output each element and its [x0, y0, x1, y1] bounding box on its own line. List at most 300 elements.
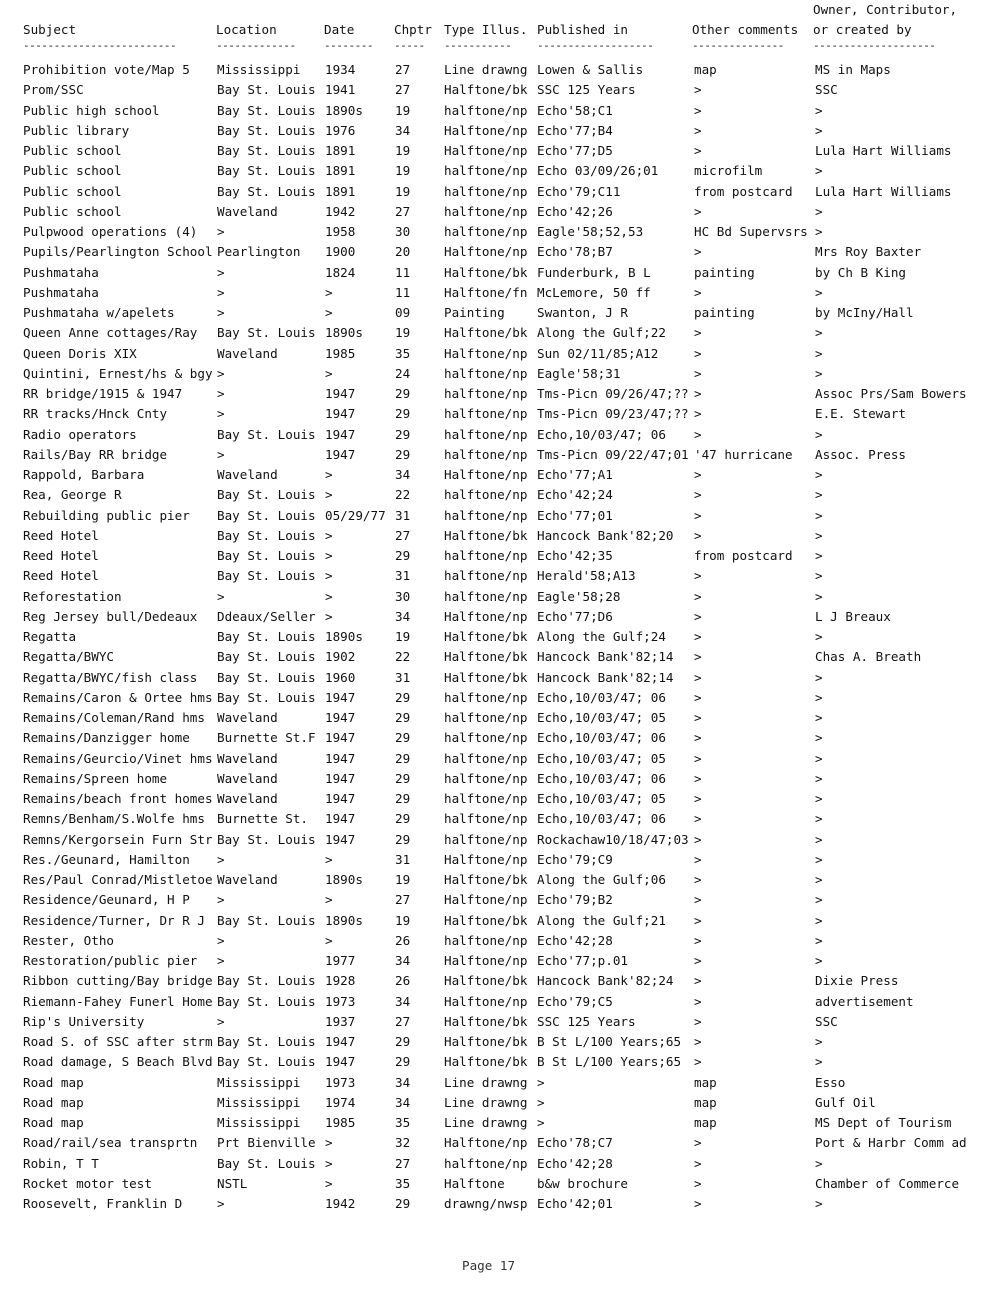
cell-subject: Pushmataha w/apelets — [23, 305, 175, 320]
cell-type-illus: halftone/np — [444, 811, 528, 827]
cell-subject: Pushmataha — [23, 284, 99, 300]
cell-other-comments: > — [694, 122, 702, 138]
cell-type-illus: Halftone/bk — [444, 325, 528, 341]
cell-location: > — [217, 1196, 225, 1211]
cell-type-illus: Halftone/bk — [444, 264, 528, 280]
cell-date: > — [325, 932, 333, 948]
cell-type-illus: halftone/np — [444, 183, 528, 199]
cell-owner: > — [815, 1196, 823, 1211]
cell-other-comments: > — [694, 568, 702, 584]
table-row — [0, 1133, 992, 1153]
cell-owner: > — [815, 224, 823, 239]
cell-subject: Queen Doris XIX — [23, 345, 137, 361]
cell-other-comments: > — [694, 730, 702, 746]
cell-chapter: 35 — [395, 1115, 411, 1130]
cell-other-comments: > — [694, 689, 702, 705]
table-row — [0, 323, 992, 343]
cell-date: > — [325, 1155, 333, 1171]
cell-other-comments: > — [694, 932, 702, 948]
cell-location: Waveland — [217, 710, 278, 725]
cell-type-illus: Halftone/bk — [444, 872, 528, 887]
cell-type-illus: halftone/np — [444, 730, 528, 746]
cell-date: 1928 — [325, 973, 356, 989]
table-row — [0, 607, 992, 627]
cell-date: > — [325, 588, 333, 604]
cell-subject: Rester, Otho — [23, 932, 114, 948]
cell-owner: > — [815, 669, 823, 685]
cell-chapter: 29 — [395, 1054, 411, 1070]
cell-location: Bay St. Louis — [217, 1155, 316, 1171]
cell-subject: Pushmataha — [23, 264, 99, 280]
cell-location: > — [217, 446, 225, 462]
cell-published-in: Echo'79;C11 — [537, 183, 621, 199]
table-row — [0, 1073, 992, 1093]
cell-other-comments: > — [694, 406, 702, 422]
cell-type-illus: drawng/nwsp — [444, 1196, 528, 1211]
cell-subject: Remns/Kergorsein Furn Str — [23, 831, 213, 847]
cell-chapter: 31 — [395, 669, 411, 685]
cell-type-illus: halftone/np — [444, 588, 528, 604]
cell-subject: Roosevelt, Franklin D — [23, 1196, 183, 1211]
header-location: Location — [216, 22, 277, 37]
cell-date: 1947 — [325, 730, 356, 746]
cell-type-illus: halftone/np — [444, 406, 528, 422]
cell-subject: Pulpwood operations (4) — [23, 224, 198, 239]
cell-location: Bay St. Louis — [217, 527, 316, 543]
cell-location: Bay St. Louis — [217, 1034, 316, 1049]
cell-date: 1947 — [325, 831, 356, 847]
cell-date: 1891 — [325, 183, 356, 199]
table-row — [0, 445, 992, 465]
cell-type-illus: Line drawng — [444, 1074, 528, 1090]
cell-type-illus: Halftone/np — [444, 143, 528, 158]
table-row — [0, 384, 992, 404]
cell-location: Bay St. Louis — [217, 912, 316, 928]
cell-date: 1824 — [325, 264, 356, 280]
cell-other-comments: HC Bd Supervsrs — [694, 224, 808, 239]
cell-owner: > — [815, 325, 823, 341]
cell-subject: Quintini, Ernest/hs & bgy — [23, 365, 213, 381]
cell-date: 1947 — [325, 406, 356, 422]
cell-chapter: 32 — [395, 1135, 411, 1151]
cell-type-illus: halftone/np — [444, 365, 528, 381]
table-row — [0, 344, 992, 364]
table-row — [0, 242, 992, 262]
table-row — [0, 202, 992, 222]
cell-subject: Reed Hotel — [23, 568, 99, 584]
cell-type-illus: Halftone/bk — [444, 973, 528, 989]
cell-type-illus: halftone/np — [444, 831, 528, 847]
cell-location: Pearlington — [217, 244, 301, 260]
cell-other-comments: > — [694, 993, 702, 1009]
cell-location: > — [217, 932, 225, 948]
cell-date: > — [325, 568, 333, 584]
cell-published-in: Echo'58;C1 — [537, 102, 613, 118]
cell-owner: > — [815, 102, 823, 118]
table-row — [0, 992, 992, 1012]
table-row — [0, 789, 992, 809]
table-row — [0, 161, 992, 181]
cell-published-in: SSC 125 Years — [537, 82, 636, 98]
cell-other-comments: > — [694, 386, 702, 401]
cell-location: Mississippi — [217, 1074, 301, 1090]
cell-published-in: Echo,10/03/47; 05 — [537, 791, 666, 806]
cell-type-illus: Halftone/np — [444, 851, 528, 867]
cell-subject: Rea, George R — [23, 487, 122, 503]
cell-chapter: 24 — [395, 365, 411, 381]
cell-date: > — [325, 892, 333, 908]
cell-other-comments: > — [694, 507, 702, 523]
cell-type-illus: Halftone/np — [444, 467, 528, 482]
cell-owner: advertisement — [815, 993, 914, 1009]
header-date: Date — [324, 22, 355, 37]
cell-subject: Prom/SSC — [23, 82, 84, 98]
cell-chapter: 22 — [395, 487, 411, 503]
cell-location: > — [217, 365, 225, 381]
cell-date: 1947 — [325, 750, 356, 766]
cell-chapter: 35 — [395, 1175, 411, 1191]
cell-owner: > — [815, 912, 823, 928]
cell-location: Bay St. Louis — [217, 689, 316, 705]
cell-type-illus: halftone/np — [444, 507, 528, 523]
cell-chapter: 30 — [395, 224, 411, 239]
table-row — [0, 728, 992, 748]
cell-chapter: 27 — [395, 527, 411, 543]
cell-owner: > — [815, 1034, 823, 1049]
cell-date: 1985 — [325, 345, 356, 361]
cell-date: 1891 — [325, 163, 356, 179]
cell-chapter: 29 — [395, 791, 411, 806]
cell-type-illus: Halftone/bk — [444, 649, 528, 665]
cell-other-comments: > — [694, 953, 702, 968]
cell-other-comments: > — [694, 912, 702, 928]
cell-subject: Reforestation — [23, 588, 122, 604]
cell-other-comments: microfilm — [694, 163, 763, 179]
cell-owner: > — [815, 365, 823, 381]
cell-owner: SSC — [815, 1013, 838, 1029]
cell-owner: > — [815, 1155, 823, 1171]
table-row — [0, 647, 992, 667]
cell-type-illus: Halftone/bk — [444, 1013, 528, 1029]
cell-type-illus: halftone/np — [444, 487, 528, 503]
cell-date: > — [325, 467, 333, 482]
table-row — [0, 263, 992, 283]
cell-owner: > — [815, 588, 823, 604]
cell-chapter: 29 — [395, 730, 411, 746]
cell-chapter: 29 — [395, 426, 411, 442]
cell-type-illus: Halftone/bk — [444, 629, 528, 644]
cell-type-illus: Halftone — [444, 1175, 505, 1191]
cell-other-comments: > — [694, 851, 702, 867]
cell-location: Bay St. Louis — [217, 487, 316, 503]
cell-subject: Reed Hotel — [23, 527, 99, 543]
table-row — [0, 911, 992, 931]
cell-subject: Reg Jersey bull/Dedeaux — [23, 608, 198, 624]
cell-published-in: > — [537, 1094, 545, 1110]
cell-type-illus: Halftone/np — [444, 892, 528, 908]
cell-location: > — [217, 406, 225, 422]
cell-owner: > — [815, 284, 823, 300]
cell-owner: Dixie Press — [815, 973, 899, 989]
cell-published-in: Echo'42;35 — [537, 548, 613, 563]
cell-chapter: 31 — [395, 568, 411, 584]
cell-owner: > — [815, 791, 823, 806]
table-row — [0, 1194, 992, 1214]
cell-subject: Road damage, S Beach Blvd — [23, 1054, 213, 1070]
cell-chapter: 34 — [395, 993, 411, 1009]
cell-other-comments: > — [694, 1196, 702, 1211]
cell-published-in: Echo'77;B4 — [537, 122, 613, 138]
cell-location: Bay St. Louis — [217, 82, 316, 98]
cell-other-comments: > — [694, 872, 702, 887]
cell-published-in: Tms-Picn 09/22/47;01 — [537, 446, 689, 462]
cell-location: Bay St. Louis — [217, 993, 316, 1009]
table-row — [0, 404, 992, 424]
cell-published-in: Rockachaw10/18/47;03 — [537, 831, 689, 847]
cell-chapter: 22 — [395, 649, 411, 665]
cell-subject: Road map — [23, 1074, 84, 1090]
cell-type-illus: halftone/np — [444, 770, 528, 786]
cell-chapter: 27 — [395, 892, 411, 908]
header-rule: -------------------- — [813, 39, 936, 52]
table-row — [0, 182, 992, 202]
cell-subject: Road map — [23, 1115, 84, 1130]
table-row — [0, 668, 992, 688]
cell-owner: by McIny/Hall — [815, 305, 914, 320]
cell-chapter: 27 — [395, 82, 411, 98]
cell-type-illus: halftone/np — [444, 426, 528, 442]
cell-chapter: 34 — [395, 608, 411, 624]
cell-published-in: b&w brochure — [537, 1175, 628, 1191]
table-row — [0, 303, 992, 323]
cell-chapter: 30 — [395, 588, 411, 604]
cell-published-in: Along the Gulf;06 — [537, 872, 666, 887]
cell-location: > — [217, 1013, 225, 1029]
cell-subject: Regatta/BWYC — [23, 649, 114, 665]
cell-owner: > — [815, 426, 823, 442]
cell-date: 1973 — [325, 993, 356, 1009]
header-rule: ----- — [394, 39, 425, 52]
cell-published-in: Echo'79;C9 — [537, 851, 613, 867]
cell-chapter: 29 — [395, 770, 411, 786]
cell-chapter: 19 — [395, 912, 411, 928]
cell-other-comments: > — [694, 588, 702, 604]
cell-published-in: Echo,10/03/47; 06 — [537, 426, 666, 442]
cell-date: 1890s — [325, 872, 363, 887]
cell-date: 1947 — [325, 1054, 356, 1070]
cell-location: Waveland — [217, 467, 278, 482]
cell-type-illus: Halftone/bk — [444, 669, 528, 685]
table-row — [0, 1012, 992, 1032]
cell-date: > — [325, 548, 333, 563]
cell-date: 1890s — [325, 629, 363, 644]
table-row — [0, 971, 992, 991]
cell-published-in: SSC 125 Years — [537, 1013, 636, 1029]
cell-date: 1900 — [325, 244, 356, 260]
header-rule: ------------- — [216, 39, 296, 52]
cell-location: Waveland — [217, 791, 278, 806]
cell-date: > — [325, 1175, 333, 1191]
cell-subject: Remains/Caron & Ortee hms — [23, 689, 213, 705]
cell-other-comments: > — [694, 82, 702, 98]
cell-date: 1890s — [325, 912, 363, 928]
cell-published-in: Echo 03/09/26;01 — [537, 163, 659, 179]
cell-date: 1947 — [325, 811, 356, 827]
cell-subject: Reed Hotel — [23, 548, 99, 563]
cell-owner: > — [815, 568, 823, 584]
cell-owner: > — [815, 851, 823, 867]
table-row — [0, 60, 992, 80]
cell-type-illus: halftone/np — [444, 102, 528, 118]
cell-published-in: Tms-Picn 09/23/47;?? — [537, 406, 689, 422]
cell-date: 1947 — [325, 446, 356, 462]
table-row — [0, 749, 992, 769]
cell-location: Mississippi — [217, 62, 301, 77]
table-row — [0, 364, 992, 384]
cell-type-illus: halftone/np — [444, 1155, 528, 1171]
cell-chapter: 29 — [395, 811, 411, 827]
cell-date: 1947 — [325, 791, 356, 806]
cell-published-in: Hancock Bank'82;14 — [537, 649, 674, 665]
cell-chapter: 29 — [395, 1196, 411, 1211]
cell-chapter: 19 — [395, 163, 411, 179]
table-row — [0, 1093, 992, 1113]
header-rule: -------- — [324, 39, 373, 52]
table-row — [0, 931, 992, 951]
table-row — [0, 890, 992, 910]
cell-chapter: 19 — [395, 872, 411, 887]
cell-date: 1958 — [325, 224, 356, 239]
cell-published-in: Echo'42;28 — [537, 1155, 613, 1171]
table-row — [0, 1052, 992, 1072]
cell-owner: > — [815, 770, 823, 786]
cell-other-comments: > — [694, 325, 702, 341]
cell-type-illus: halftone/np — [444, 548, 528, 563]
cell-date: > — [325, 284, 333, 300]
cell-other-comments: > — [694, 1175, 702, 1191]
cell-owner: E.E. Stewart — [815, 406, 906, 422]
cell-published-in: Hancock Bank'82;14 — [537, 669, 674, 685]
cell-subject: Public school — [23, 163, 122, 179]
cell-location: Bay St. Louis — [217, 649, 316, 665]
cell-location: Bay St. Louis — [217, 325, 316, 341]
table-row — [0, 1032, 992, 1052]
cell-other-comments: > — [694, 284, 702, 300]
cell-location: Waveland — [217, 872, 278, 887]
cell-other-comments: > — [694, 892, 702, 908]
cell-published-in: Herald'58;A13 — [537, 568, 636, 584]
cell-owner: > — [815, 831, 823, 847]
cell-subject: Rails/Bay RR bridge — [23, 446, 168, 462]
table-row — [0, 870, 992, 890]
cell-published-in: Echo'79;B2 — [537, 892, 613, 908]
cell-chapter: 34 — [395, 1094, 411, 1110]
table-row — [0, 951, 992, 971]
cell-chapter: 29 — [395, 406, 411, 422]
cell-type-illus: Halftone/bk — [444, 1034, 528, 1049]
table-row — [0, 141, 992, 161]
cell-date: 1902 — [325, 649, 356, 665]
cell-type-illus: Halftone/np — [444, 244, 528, 260]
cell-location: Waveland — [217, 770, 278, 786]
cell-location: Ddeaux/Seller — [217, 608, 316, 624]
cell-owner: > — [815, 507, 823, 523]
cell-owner: > — [815, 527, 823, 543]
table-row — [0, 465, 992, 485]
cell-type-illus: halftone/np — [444, 568, 528, 584]
cell-location: Mississippi — [217, 1094, 301, 1110]
cell-other-comments: map — [694, 1094, 717, 1110]
cell-location: Waveland — [217, 345, 278, 361]
cell-published-in: Echo'42;28 — [537, 932, 613, 948]
cell-owner: MS in Maps — [815, 62, 891, 77]
header-owner-line2: or created by — [813, 22, 912, 37]
cell-owner: Mrs Roy Baxter — [815, 244, 922, 260]
table-row — [0, 566, 992, 586]
cell-other-comments: > — [694, 710, 702, 725]
cell-date: 1890s — [325, 325, 363, 341]
cell-type-illus: halftone/np — [444, 750, 528, 766]
table-row — [0, 121, 992, 141]
cell-date: 1947 — [325, 386, 356, 401]
cell-subject: Residence/Turner, Dr R J — [23, 912, 205, 928]
cell-published-in: Echo,10/03/47; 05 — [537, 750, 666, 766]
cell-owner: > — [815, 548, 823, 563]
cell-subject: Queen Anne cottages/Ray — [23, 325, 198, 341]
cell-published-in: Echo'78;C7 — [537, 1135, 613, 1151]
cell-chapter: 27 — [395, 62, 411, 77]
cell-location: Bay St. Louis — [217, 629, 316, 644]
cell-other-comments: > — [694, 345, 702, 361]
cell-owner: Gulf Oil — [815, 1094, 876, 1110]
cell-location: Bay St. Louis — [217, 548, 316, 563]
cell-other-comments: > — [694, 527, 702, 543]
cell-published-in: Echo'77;A1 — [537, 467, 613, 482]
cell-date: 1937 — [325, 1013, 356, 1029]
cell-type-illus: Halftone/bk — [444, 82, 528, 98]
cell-other-comments: > — [694, 811, 702, 827]
cell-other-comments: > — [694, 426, 702, 442]
cell-chapter: 29 — [395, 831, 411, 847]
cell-subject: Rappold, Barbara — [23, 467, 145, 482]
cell-published-in: Echo,10/03/47; 06 — [537, 811, 666, 827]
cell-subject: Residence/Geunard, H P — [23, 892, 190, 908]
cell-chapter: 34 — [395, 1074, 411, 1090]
cell-owner: > — [815, 122, 823, 138]
cell-published-in: Eagle'58;28 — [537, 588, 621, 604]
cell-type-illus: halftone/np — [444, 224, 528, 239]
table-row — [0, 809, 992, 829]
cell-subject: Restoration/public pier — [23, 953, 198, 968]
cell-published-in: Along the Gulf;21 — [537, 912, 666, 928]
cell-subject: RR bridge/1915 & 1947 — [23, 386, 183, 401]
cell-type-illus: Halftone/bk — [444, 912, 528, 928]
cell-owner: > — [815, 689, 823, 705]
header-type-illus: Type Illus. — [444, 22, 528, 37]
header-owner-line1: Owner, Contributor, — [813, 2, 958, 17]
cell-other-comments: > — [694, 649, 702, 665]
cell-chapter: 09 — [395, 305, 411, 320]
cell-date: > — [325, 1135, 333, 1151]
table-row — [0, 627, 992, 647]
header-other-comments: Other comments — [692, 22, 799, 37]
cell-chapter: 27 — [395, 203, 411, 219]
cell-owner: Assoc. Press — [815, 446, 906, 462]
table-row — [0, 769, 992, 789]
cell-subject: Prohibition vote/Map 5 — [23, 62, 190, 77]
index-table — [0, 60, 992, 1214]
cell-type-illus: Halftone/bk — [444, 527, 528, 543]
